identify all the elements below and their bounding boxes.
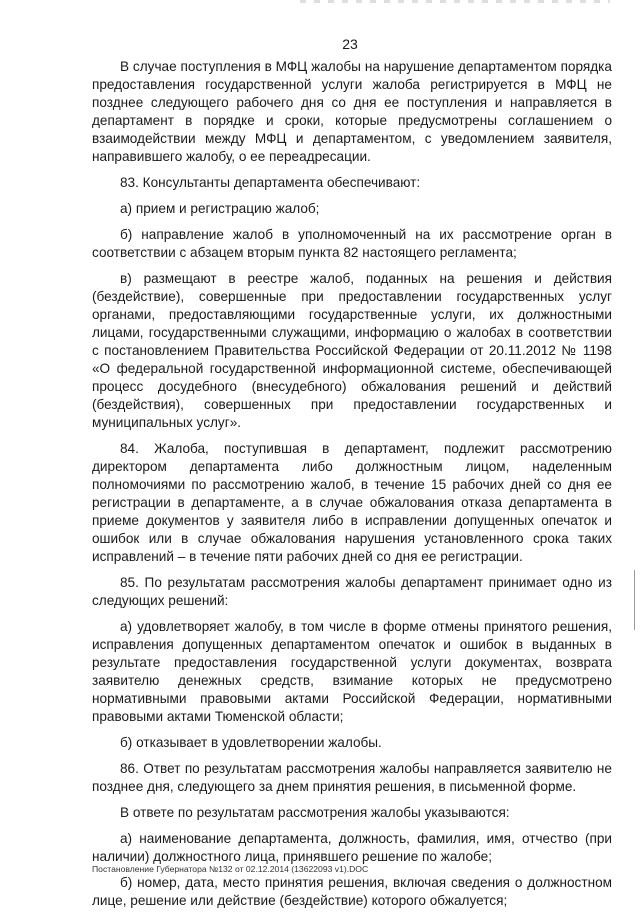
paragraph-83-v: в) размещают в реестре жалоб, поданных на решения и действия (бездействие), совершенные при предоставлении государственных услуг органами, предоставляющими государственные услуги, их должностными лицами, государственными служащими, информацию о жалобах в соответствии с постановлением Правительства Российской Федерации от 20.11.2012 № 1198 «О федеральной государственной информационной системе, обеспечивающей процесс досудебного (внесудебного) обжалования решений и действий (бездействия), совершенных при предоставлении государственных и муниципальных услуг».: [92, 271, 612, 430]
footer-filename: Постановление Губернатора №132 от 02.12.2014 (13622093 v1).DOC: [92, 864, 369, 874]
paragraph-83-b: б) направление жалоб в уполномоченный на их рассмотрение орган в соответствии с абзацем вторым пункта 82 настоящего регламента;: [92, 227, 612, 260]
margin-mark: [634, 570, 635, 630]
paragraph-85-a: а) удовлетворяет жалобу, в том числе в форме отмены принятого решения, исправления допущенных департаментом опечаток и ошибок в выданных в результате предоставления государственной услуги документах, возврата заявителю денежных средств, взимание которых не предусмотрено нормативными правовыми актами Российской Федерации, нормативными правовыми актами Тюменской области;: [92, 619, 612, 724]
paragraph-85-b: б) отказывает в удовлетворении жалобы.: [120, 735, 382, 750]
paragraph-84: 84. Жалоба, поступившая в департамент, подлежит рассмотрению директором департамента либо должностным лицом, наделенным полномочиями по рассмотрению жалоб, в течение 15 рабочих дней со дня ее регистрации в департаменте, а в случае обжалования отказа департамента в приеме документов у заявителя либо в исправлении допущенных опечаток и ошибок или в случае обжалования нарушения установленного срока таких исправлений – в течение пяти рабочих дней со дня ее регистрации.: [92, 441, 612, 564]
paragraph-85-intro: 85. По результатам рассмотрения жалобы департамент принимает одно из следующих решений:: [92, 575, 612, 608]
paragraph-answer-b: б) номер, дата, место принятия решения, включая сведения о должностном лице, решение или действие (бездействие) которого обжалуется;: [92, 875, 612, 908]
paragraph-mfc-complaint: В случае поступления в МФЦ жалобы на нарушение департаментом порядка предоставления государственной услуги жалоба регистрируется в МФЦ не позднее следующего рабочего дня со дня ее поступления и направляется в департамент в порядке и сроки, которые предусмотрены соглашением о взаимодействии между МФЦ и департаментом, с уведомлением заявителя, направившего жалобу, о ее переадресации.: [92, 59, 612, 164]
paragraph-answer-a: а) наименование департамента, должность, фамилия, имя, отчество (при наличии) должностного лица, принявшего решение по жалобе;: [92, 831, 612, 864]
paragraph-83-a: а) прием и регистрацию жалоб;: [120, 201, 320, 216]
page-number: 23: [342, 36, 358, 52]
scan-artifact: [300, 0, 610, 3]
paragraph-83-intro: 83. Консультанты департамента обеспечивают:: [120, 175, 421, 190]
document-body: [92, 58, 612, 918]
paragraph-86: 86. Ответ по результатам рассмотрения жалобы направляется заявителю не позднее дня, следующего за днем принятия решения, в письменной форме.: [92, 761, 612, 794]
paragraph-answer-contents: В ответе по результатам рассмотрения жалобы указываются:: [120, 805, 510, 820]
